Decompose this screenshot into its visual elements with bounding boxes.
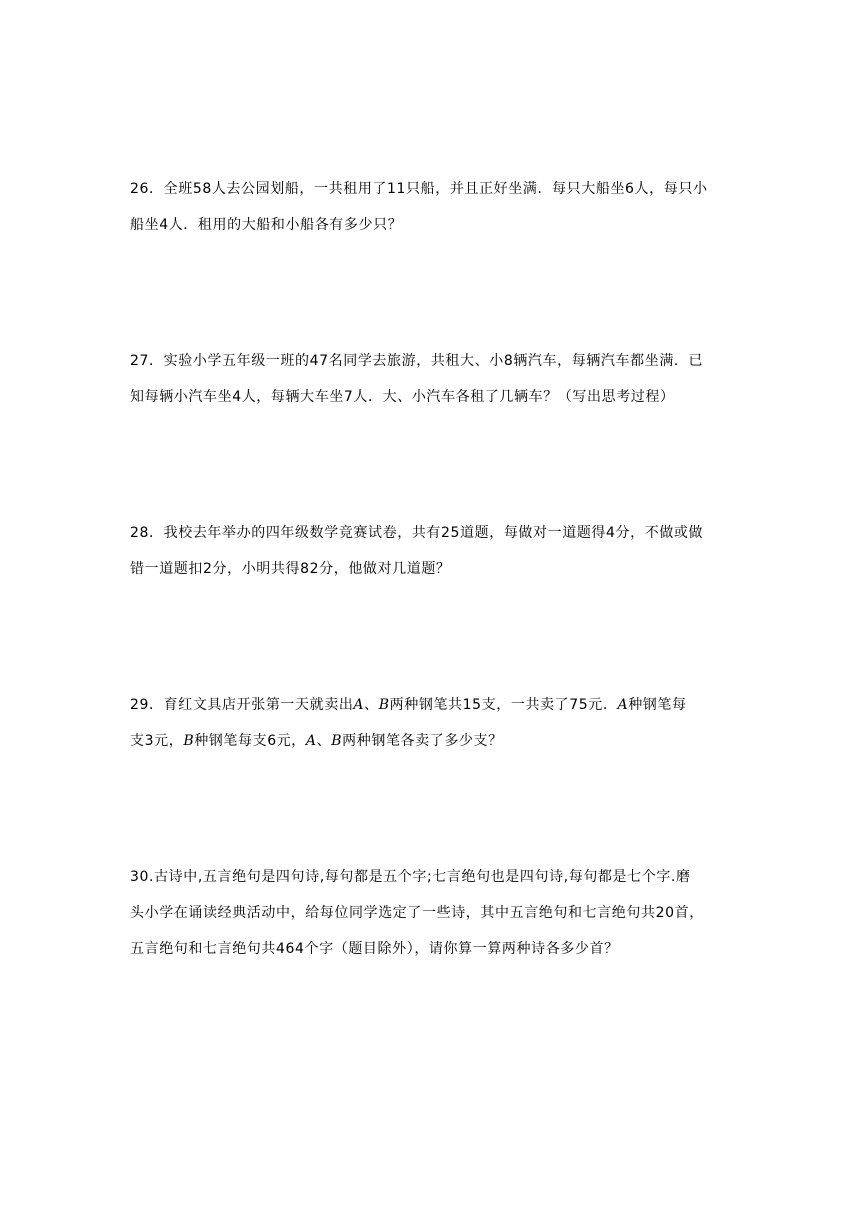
- problem-26-line-2: 船坐4人．租用的大船和小船各有多少只？: [130, 217, 403, 233]
- variable-b: B: [331, 733, 343, 749]
- problem-28: [130, 515, 730, 587]
- problem-30-line-1: 30.古诗中,五言绝句是四句诗,每句都是五个字;七言绝句也是四句诗,每句都是七个字.磨: [130, 869, 691, 885]
- problem-27-line-2: 知每辆小汽车坐4人，每辆大车坐7人．大、小汽车各租了几辆车？（写出思考过程）: [130, 389, 675, 405]
- problem-29-text: 种钢笔每支6元，: [194, 733, 306, 749]
- problem-27-line-1: 27．实验小学五年级一班的47名同学去旅游，共租大、小8辆汽车，每辆汽车都坐满．已: [130, 353, 704, 369]
- problem-30-line-2: 头小学在诵读经典活动中，给每位同学选定了一些诗，其中五言绝句和七言绝句共20首，: [130, 905, 704, 921]
- problem-29-line-1: [130, 687, 730, 723]
- problem-28-line-2: 错一道题扣2分，小明共得82分，他做对几道题？: [130, 561, 451, 577]
- problem-29-text: 29．育红文具店开张第一天就卖出: [130, 697, 354, 713]
- problem-27: [130, 343, 730, 415]
- variable-b: B: [378, 697, 390, 713]
- variable-a: A: [617, 697, 629, 713]
- variable-b: B: [183, 733, 195, 749]
- variable-a: A: [305, 733, 317, 749]
- problem-26: [130, 171, 730, 243]
- problem-30: [130, 859, 730, 967]
- problem-29-text: 、: [316, 733, 332, 749]
- problem-30-line-3: 五言绝句和七言绝句共464个字（题目除外），请你算一算两种诗各多少首？: [130, 941, 619, 957]
- problem-28-line-1: 28．我校去年举办的四年级数学竞赛试卷，共有25道题，每做对一道题得4分，不做或做: [130, 525, 704, 541]
- problem-26-line-1: 26．全班58人去公园划船，一共租用了11只船，并且正好坐满．每只大船坐6人，每只小: [130, 181, 708, 197]
- problem-29-text: 两种钢笔各卖了多少支？: [342, 733, 503, 749]
- problem-29: [130, 687, 730, 759]
- problem-29-text: 支3元，: [130, 733, 184, 749]
- problem-29-text: 种钢笔每: [628, 697, 687, 713]
- variable-a: A: [353, 697, 365, 713]
- problem-29-line-2: [130, 723, 730, 759]
- problem-29-text: 两种钢笔共15支，一共卖了75元．: [389, 697, 618, 713]
- problem-29-text: 、: [364, 697, 379, 713]
